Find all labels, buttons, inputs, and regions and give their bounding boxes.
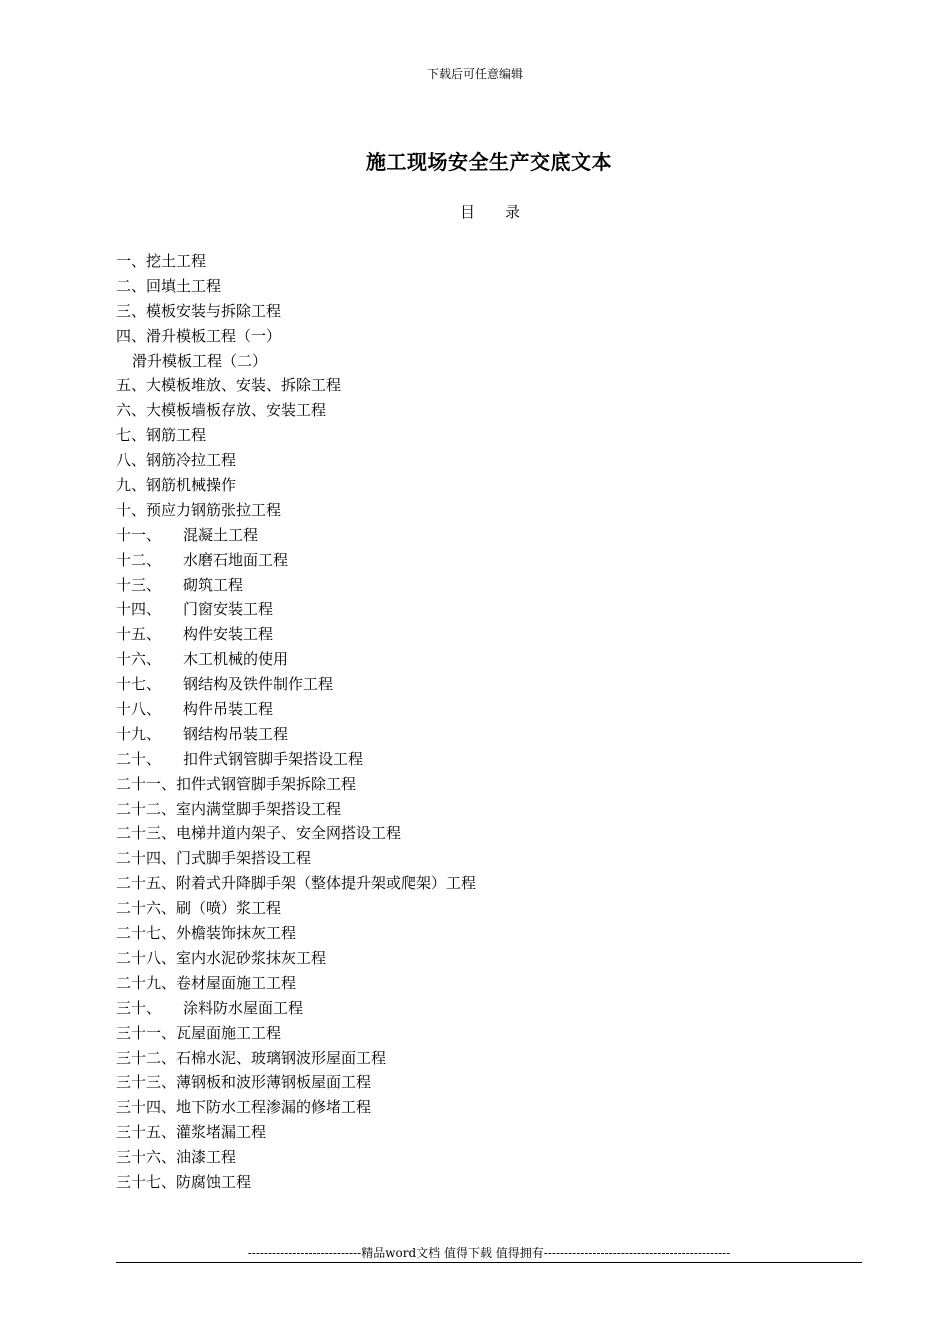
toc-entry (116, 846, 476, 871)
toc-entry-title: 地下防水工程渗漏的修堵工程 (176, 1098, 372, 1117)
toc-entry-title: 滑升模板工程（二） (132, 351, 268, 370)
toc-entry-title: 构件吊装工程 (183, 700, 274, 719)
toc-heading-char-1: 目 (460, 203, 476, 221)
toc-entry-title: 薄钢板和波形薄钢板屋面工程 (176, 1073, 372, 1092)
toc-entry-number: 十五、 (116, 625, 162, 644)
toc-entry (116, 423, 476, 448)
toc-entry (116, 1046, 476, 1071)
toc-entry-number: 三、 (116, 301, 147, 320)
toc-entry-title: 构件安装工程 (183, 625, 274, 644)
toc-entry (116, 921, 476, 946)
toc-entry (116, 697, 476, 722)
toc-entry-number: 十二、 (116, 550, 162, 569)
toc-entry (116, 274, 476, 299)
toc-entry-title: 扣件式钢管脚手架搭设工程 (183, 749, 364, 768)
toc-entry-number: 十九、 (116, 724, 162, 743)
toc-entry-number: 一、 (116, 252, 147, 270)
toc-entry-number: 七、 (116, 426, 147, 445)
toc-entry-title: 大模板堆放、安装、拆除工程 (146, 376, 342, 395)
toc-entry-number: 二十七、 (116, 924, 177, 943)
toc-entry (116, 597, 476, 622)
toc-entry-number: 三十三、 (116, 1073, 177, 1092)
toc-entry-number: 三十六、 (116, 1148, 177, 1167)
toc-entry-number: 三十七、 (116, 1172, 177, 1191)
toc-entry-title: 涂料防水屋面工程 (183, 998, 304, 1017)
document-title: 施工现场安全生产交底文本 (366, 150, 612, 174)
toc-entry-number: 十六、 (116, 650, 162, 669)
toc-entry-number: 三十二、 (116, 1048, 177, 1067)
toc-entry-title: 油漆工程 (176, 1148, 237, 1167)
toc-entry-number: 十八、 (116, 700, 162, 719)
toc-entry (116, 1120, 476, 1145)
toc-entry-number: 三十一、 (116, 1023, 177, 1042)
toc-entry-number: 二十五、 (116, 874, 177, 893)
toc-entry (116, 672, 476, 697)
toc-entry-title: 挖土工程 (146, 252, 207, 270)
toc-entry-title: 防腐蚀工程 (176, 1172, 252, 1191)
toc-entry-number: 二十、 (116, 749, 162, 768)
toc-entry (116, 249, 476, 274)
toc-entry (116, 548, 476, 573)
toc-entry-title: 门式脚手架搭设工程 (176, 849, 312, 868)
toc-entry-title: 大模板墙板存放、安装工程 (146, 401, 327, 420)
toc-entry (116, 1145, 476, 1170)
toc-entry (116, 349, 476, 374)
toc-entry-number: 十三、 (116, 575, 162, 594)
toc-entry-number: 五、 (116, 376, 147, 395)
toc-entry (116, 1021, 476, 1046)
toc-entry-number: 二十三、 (116, 824, 177, 843)
toc-entry-title: 灌浆堵漏工程 (176, 1123, 267, 1142)
toc-entry-number: 二十二、 (116, 799, 177, 818)
toc-entry-number: 二、 (116, 276, 147, 295)
toc-entry-number: 二十四、 (116, 849, 177, 868)
toc-entry (116, 747, 476, 772)
toc-entry-title: 卷材屋面施工工程 (176, 973, 297, 992)
toc-entry-title: 混凝土工程 (183, 525, 259, 544)
page-header: 下载后可任意编辑 (426, 67, 523, 81)
toc-entry-number: 三十、 (116, 998, 162, 1017)
toc-entry-title: 钢筋冷拉工程 (146, 451, 237, 470)
toc-entry-title: 瓦屋面施工工程 (176, 1023, 282, 1042)
toc-entry-title: 滑升模板工程（一） (146, 326, 282, 345)
toc-entry (116, 473, 476, 498)
toc-entry (116, 772, 476, 797)
toc-entry-number: 十七、 (116, 675, 162, 694)
toc-entry-number: 三十五、 (116, 1123, 177, 1142)
toc-entry-title: 石棉水泥、玻璃钢波形屋面工程 (176, 1048, 387, 1067)
toc-entry-title: 钢结构及铁件制作工程 (183, 675, 334, 694)
toc-entry (116, 871, 476, 896)
toc-entry-title: 电梯井道内架子、安全网搭设工程 (176, 824, 402, 843)
toc-entry-title: 钢筋工程 (146, 426, 207, 445)
footer-divider (116, 1262, 862, 1263)
toc-entry-title: 附着式升降脚手架（整体提升架或爬架）工程 (176, 874, 477, 893)
toc-entry-number: 二十六、 (116, 899, 177, 918)
toc-entry-title: 钢筋机械操作 (146, 476, 237, 495)
toc-entry-number: 四、 (116, 326, 147, 345)
toc-entry (116, 622, 476, 647)
toc-entry (116, 373, 476, 398)
toc-entry-title: 门窗安装工程 (183, 600, 274, 619)
toc-entry-title: 水磨石地面工程 (183, 550, 289, 569)
toc-entry-title: 外檐装饰抹灰工程 (176, 924, 297, 943)
toc-entry-title: 预应力钢筋张拉工程 (146, 500, 282, 519)
toc-entry (116, 821, 476, 846)
toc-entry-number: 十一、 (116, 525, 162, 544)
toc-entry (116, 324, 476, 349)
toc-entry-title: 模板安装与拆除工程 (146, 301, 282, 320)
toc-entry-number: 八、 (116, 451, 147, 470)
toc-entry (116, 722, 476, 747)
toc-entry-number: 九、 (116, 476, 147, 495)
toc-entry-title: 刷（喷）浆工程 (176, 899, 282, 918)
toc-entry (116, 647, 476, 672)
toc-entry (116, 573, 476, 598)
toc-entry (116, 1170, 476, 1195)
toc-entry-number: 六、 (116, 401, 147, 420)
toc-entry (116, 1095, 476, 1120)
toc-entry (116, 946, 476, 971)
footer-text: ----------------------------精品word文档 值得下载 值得拥有---------------------------------------------- (247, 1246, 731, 1260)
toc-entry-title: 扣件式钢管脚手架拆除工程 (176, 774, 357, 793)
toc-entry-number: 二十九、 (116, 973, 177, 992)
toc-entry-title: 钢结构吊装工程 (183, 724, 289, 743)
toc-heading (460, 201, 520, 223)
table-of-contents (116, 249, 476, 1195)
toc-entry (116, 996, 476, 1021)
toc-entry (116, 1070, 476, 1095)
toc-entry-title: 木工机械的使用 (183, 650, 289, 669)
toc-entry-title: 砌筑工程 (183, 575, 244, 594)
toc-entry (116, 498, 476, 523)
toc-entry (116, 523, 476, 548)
toc-entry-title: 室内满堂脚手架搭设工程 (176, 799, 342, 818)
toc-entry-number: 十四、 (116, 600, 162, 619)
toc-entry-number: 十、 (116, 500, 147, 519)
toc-entry-number: 三十四、 (116, 1098, 177, 1117)
toc-entry-title: 室内水泥砂浆抹灰工程 (176, 948, 327, 967)
toc-entry (116, 398, 476, 423)
toc-entry (116, 797, 476, 822)
toc-entry-title: 回填土工程 (146, 276, 222, 295)
toc-heading-char-2: 录 (504, 203, 520, 221)
toc-entry (116, 896, 476, 921)
toc-entry-number: 二十八、 (116, 948, 177, 967)
toc-entry (116, 448, 476, 473)
toc-entry (116, 971, 476, 996)
toc-entry-number: 二十一、 (116, 774, 177, 793)
toc-entry (116, 299, 476, 324)
